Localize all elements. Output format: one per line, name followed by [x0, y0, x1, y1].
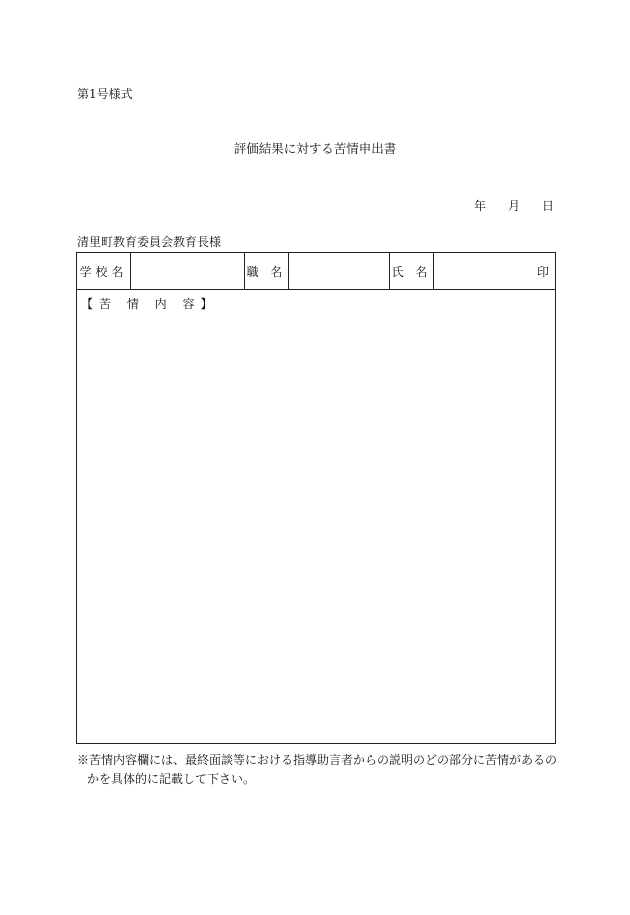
date-year-label: 年: [474, 199, 487, 213]
position-label: 職 名: [245, 253, 289, 289]
name-field[interactable]: [434, 253, 555, 289]
seal-mark: 印: [536, 264, 549, 279]
applicant-info-row: [77, 253, 555, 290]
school-name-field[interactable]: [131, 253, 245, 289]
position-field[interactable]: [289, 253, 390, 289]
complaint-form-table: [76, 252, 556, 744]
complaint-content-field[interactable]: [77, 290, 555, 743]
document-title: 評価結果に対する苦情申出書: [233, 141, 397, 156]
form-number: 第1号様式: [77, 87, 133, 101]
complaint-content-label: 【苦 情 内 容】: [81, 297, 219, 311]
date-line: [474, 200, 554, 212]
date-month-label: 月: [508, 199, 521, 213]
addressee: 清里町教育委員会教育長様: [77, 235, 222, 249]
note-line-2: かを具体的に記載して下さい。: [87, 772, 256, 786]
school-name-label: 学校名: [77, 253, 131, 289]
note-line-1: ※苦情内容欄には、最終面談等における指導助言者からの説明のどの部分に苦情があるの: [77, 753, 558, 767]
date-day-label: 日: [542, 199, 555, 213]
name-label: 氏 名: [390, 253, 434, 289]
instruction-note: [77, 751, 567, 789]
